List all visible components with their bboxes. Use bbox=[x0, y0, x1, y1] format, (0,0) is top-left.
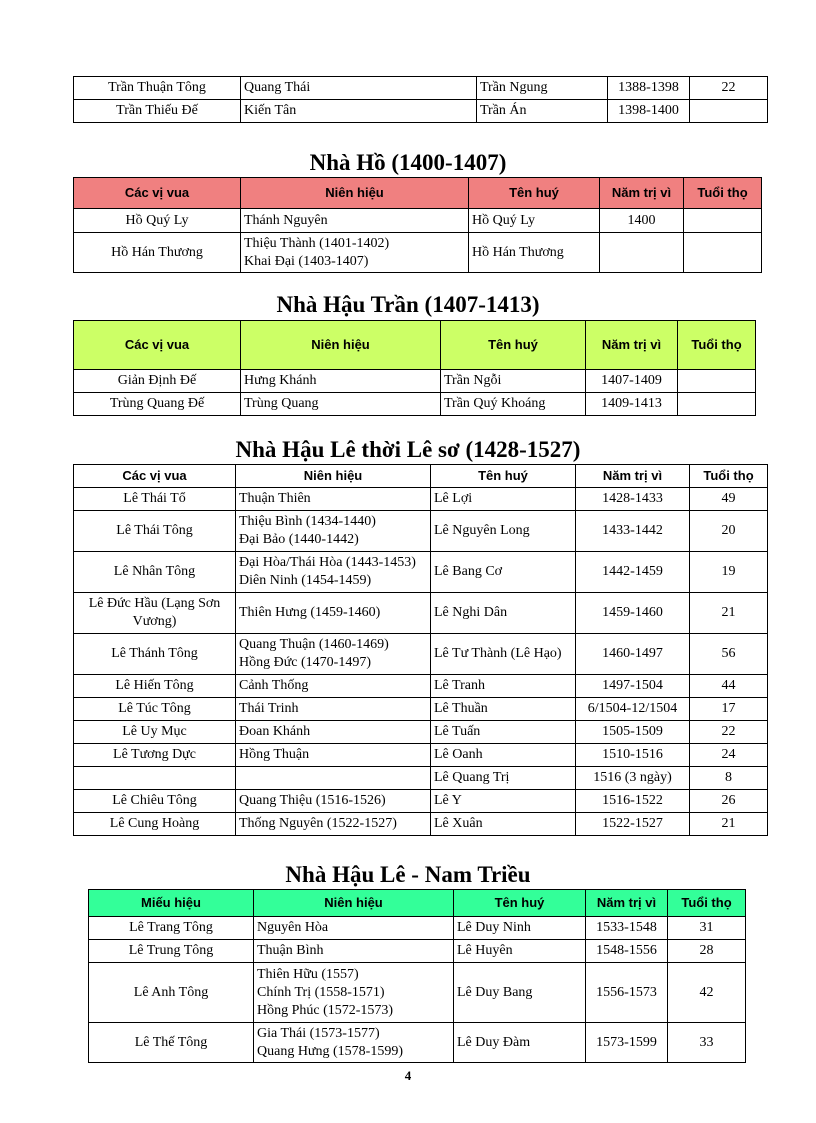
header-cell: Tên huý bbox=[454, 890, 586, 917]
era-cell: Thiệu Bình (1434-1440) Đại Bảo (1440-1442) bbox=[236, 511, 431, 552]
era-cell: Đại Hòa/Thái Hòa (1443-1453) Diên Ninh (1454-1459) bbox=[236, 552, 431, 593]
king-cell: Hồ Quý Ly bbox=[74, 209, 241, 233]
reign-cell bbox=[600, 233, 684, 273]
name-cell: Lê Nguyên Long bbox=[431, 511, 576, 552]
name-cell: Hồ Quý Ly bbox=[469, 209, 600, 233]
age-cell: 31 bbox=[668, 917, 746, 940]
era-cell: Kiến Tân bbox=[241, 100, 477, 123]
age-cell bbox=[690, 100, 768, 123]
era-cell: Quang Thiệu (1516-1526) bbox=[236, 790, 431, 813]
table-row bbox=[74, 552, 768, 593]
era-cell: Cảnh Thống bbox=[236, 675, 431, 698]
king-cell: Lê Anh Tông bbox=[89, 963, 254, 1023]
name-cell: Lê Tranh bbox=[431, 675, 576, 698]
header-cell: Tên huý bbox=[441, 321, 586, 370]
table-row bbox=[74, 233, 762, 273]
reign-cell: 1573-1599 bbox=[586, 1023, 668, 1063]
reign-cell: 1510-1516 bbox=[576, 744, 690, 767]
name-cell: Lê Y bbox=[431, 790, 576, 813]
age-cell: 44 bbox=[690, 675, 768, 698]
reign-cell: 1522-1527 bbox=[576, 813, 690, 836]
name-cell: Trần Quý Khoáng bbox=[441, 393, 586, 416]
reign-cell: 6/1504-12/1504 bbox=[576, 698, 690, 721]
reign-cell: 1556-1573 bbox=[586, 963, 668, 1023]
era-cell: Gia Thái (1573-1577) Quang Hưng (1578-1599) bbox=[254, 1023, 454, 1063]
name-cell: Lê Tuấn bbox=[431, 721, 576, 744]
table-row bbox=[74, 209, 762, 233]
section-title-nam-trieu: Nhà Hậu Lê - Nam Triều bbox=[285, 862, 531, 887]
king-cell: Lê Thế Tông bbox=[89, 1023, 254, 1063]
reign-cell: 1516 (3 ngày) bbox=[576, 767, 690, 790]
reign-cell: 1433-1442 bbox=[576, 511, 690, 552]
king-cell: Lê Tương Dực bbox=[74, 744, 236, 767]
section-title-le-so: Nhà Hậu Lê thời Lê sơ (1428-1527) bbox=[235, 437, 581, 462]
age-cell bbox=[678, 393, 756, 416]
name-cell: Trần Án bbox=[477, 100, 608, 123]
era-cell bbox=[236, 767, 431, 790]
reign-cell: 1533-1548 bbox=[586, 917, 668, 940]
header-cell: Tên huý bbox=[431, 465, 576, 488]
header-cell: Các vị vua bbox=[74, 321, 241, 370]
reign-cell: 1459-1460 bbox=[576, 593, 690, 634]
age-cell bbox=[684, 209, 762, 233]
king-cell: Lê Thái Tông bbox=[74, 511, 236, 552]
header-cell: Năm trị vì bbox=[586, 321, 678, 370]
name-cell: Lê Huyên bbox=[454, 940, 586, 963]
age-cell bbox=[684, 233, 762, 273]
table-row bbox=[74, 698, 768, 721]
header-cell: Miếu hiệu bbox=[89, 890, 254, 917]
header-cell: Năm trị vì bbox=[600, 178, 684, 209]
king-cell: Lê Đức Hầu (Lạng Sơn Vương) bbox=[74, 593, 236, 634]
era-cell: Thái Trinh bbox=[236, 698, 431, 721]
table-row bbox=[74, 721, 768, 744]
age-cell: 33 bbox=[668, 1023, 746, 1063]
age-cell: 26 bbox=[690, 790, 768, 813]
name-cell: Lê Oanh bbox=[431, 744, 576, 767]
section-title-ho: Nhà Hồ (1400-1407) bbox=[309, 150, 507, 175]
king-cell: Lê Trung Tông bbox=[89, 940, 254, 963]
header-row bbox=[74, 321, 756, 370]
age-cell: 21 bbox=[690, 813, 768, 836]
header-cell: Tuổi thọ bbox=[678, 321, 756, 370]
era-cell: Nguyên Hòa bbox=[254, 917, 454, 940]
table-row bbox=[74, 790, 768, 813]
name-cell: Lê Quang Trị bbox=[431, 767, 576, 790]
king-cell: Trần Thuận Tông bbox=[74, 77, 241, 100]
name-cell: Lê Duy Bang bbox=[454, 963, 586, 1023]
age-cell: 56 bbox=[690, 634, 768, 675]
reign-cell: 1407-1409 bbox=[586, 370, 678, 393]
age-cell: 17 bbox=[690, 698, 768, 721]
name-cell: Trần Ngỗi bbox=[441, 370, 586, 393]
age-cell: 42 bbox=[668, 963, 746, 1023]
reign-cell: 1428-1433 bbox=[576, 488, 690, 511]
king-cell: Lê Trang Tông bbox=[89, 917, 254, 940]
era-cell: Thiên Hữu (1557) Chính Trị (1558-1571) Hồng Phúc (1572-1573) bbox=[254, 963, 454, 1023]
header-row bbox=[89, 890, 746, 917]
header-row bbox=[74, 465, 768, 488]
king-cell: Lê Hiến Tông bbox=[74, 675, 236, 698]
king-cell: Trùng Quang Đế bbox=[74, 393, 241, 416]
age-cell: 24 bbox=[690, 744, 768, 767]
table-row bbox=[74, 744, 768, 767]
king-cell: Lê Nhân Tông bbox=[74, 552, 236, 593]
table-row bbox=[74, 488, 768, 511]
table-row bbox=[74, 77, 768, 100]
king-cell: Trần Thiếu Đế bbox=[74, 100, 241, 123]
age-cell: 19 bbox=[690, 552, 768, 593]
reign-cell: 1398-1400 bbox=[608, 100, 690, 123]
era-cell: Quang Thái bbox=[241, 77, 477, 100]
table-row bbox=[74, 370, 756, 393]
king-cell: Lê Túc Tông bbox=[74, 698, 236, 721]
era-cell: Thuận Bình bbox=[254, 940, 454, 963]
name-cell: Trần Ngung bbox=[477, 77, 608, 100]
age-cell: 28 bbox=[668, 940, 746, 963]
reign-cell: 1505-1509 bbox=[576, 721, 690, 744]
age-cell: 21 bbox=[690, 593, 768, 634]
table-row bbox=[89, 940, 746, 963]
table-row bbox=[74, 100, 768, 123]
era-cell: Trùng Quang bbox=[241, 393, 441, 416]
header-cell: Niên hiệu bbox=[241, 178, 469, 209]
king-cell: Hồ Hán Thương bbox=[74, 233, 241, 273]
era-cell: Thống Nguyên (1522-1527) bbox=[236, 813, 431, 836]
reign-cell: 1388-1398 bbox=[608, 77, 690, 100]
ho-table bbox=[73, 177, 762, 273]
age-cell: 22 bbox=[690, 77, 768, 100]
table-row bbox=[74, 767, 768, 790]
table-row bbox=[89, 1023, 746, 1063]
page-number: 4 bbox=[404, 1068, 412, 1083]
header-row bbox=[74, 178, 762, 209]
reign-cell: 1460-1497 bbox=[576, 634, 690, 675]
le-so-table bbox=[73, 464, 768, 836]
age-cell: 49 bbox=[690, 488, 768, 511]
table-row bbox=[89, 963, 746, 1023]
era-cell: Thuận Thiên bbox=[236, 488, 431, 511]
era-cell: Thánh Nguyên bbox=[241, 209, 469, 233]
era-cell: Thiệu Thành (1401-1402) Khai Đại (1403-1407) bbox=[241, 233, 469, 273]
era-cell: Hưng Khánh bbox=[241, 370, 441, 393]
king-cell: Lê Thái Tổ bbox=[74, 488, 236, 511]
king-cell bbox=[74, 767, 236, 790]
name-cell: Lê Xuân bbox=[431, 813, 576, 836]
age-cell bbox=[678, 370, 756, 393]
reign-cell: 1400 bbox=[600, 209, 684, 233]
table-row bbox=[74, 634, 768, 675]
section-title-hau-tran: Nhà Hậu Trần (1407-1413) bbox=[276, 292, 540, 317]
tran-continuation-table bbox=[73, 76, 768, 123]
era-cell: Đoan Khánh bbox=[236, 721, 431, 744]
table-row bbox=[74, 675, 768, 698]
table-row bbox=[74, 511, 768, 552]
header-cell: Niên hiệu bbox=[241, 321, 441, 370]
header-cell: Tuổi thọ bbox=[690, 465, 768, 488]
header-cell: Niên hiệu bbox=[254, 890, 454, 917]
nam-trieu-table bbox=[88, 889, 746, 1063]
header-cell: Tuổi thọ bbox=[684, 178, 762, 209]
header-cell: Năm trị vì bbox=[586, 890, 668, 917]
era-cell: Quang Thuận (1460-1469) Hồng Đức (1470-1497) bbox=[236, 634, 431, 675]
table-row bbox=[74, 593, 768, 634]
hau-tran-table bbox=[73, 320, 756, 416]
reign-cell: 1516-1522 bbox=[576, 790, 690, 813]
table-row bbox=[89, 917, 746, 940]
name-cell: Lê Nghi Dân bbox=[431, 593, 576, 634]
header-cell: Các vị vua bbox=[74, 178, 241, 209]
reign-cell: 1409-1413 bbox=[586, 393, 678, 416]
reign-cell: 1442-1459 bbox=[576, 552, 690, 593]
king-cell: Lê Chiêu Tông bbox=[74, 790, 236, 813]
age-cell: 8 bbox=[690, 767, 768, 790]
king-cell: Lê Uy Mục bbox=[74, 721, 236, 744]
name-cell: Lê Lợi bbox=[431, 488, 576, 511]
name-cell: Lê Tư Thành (Lê Hạo) bbox=[431, 634, 576, 675]
king-cell: Giản Định Đế bbox=[74, 370, 241, 393]
name-cell: Hồ Hán Thương bbox=[469, 233, 600, 273]
reign-cell: 1548-1556 bbox=[586, 940, 668, 963]
header-cell: Các vị vua bbox=[74, 465, 236, 488]
age-cell: 22 bbox=[690, 721, 768, 744]
table-row bbox=[74, 813, 768, 836]
era-cell: Hồng Thuận bbox=[236, 744, 431, 767]
king-cell: Lê Thánh Tông bbox=[74, 634, 236, 675]
name-cell: Lê Duy Đàm bbox=[454, 1023, 586, 1063]
name-cell: Lê Thuần bbox=[431, 698, 576, 721]
age-cell: 20 bbox=[690, 511, 768, 552]
era-cell: Thiên Hưng (1459-1460) bbox=[236, 593, 431, 634]
header-cell: Niên hiệu bbox=[236, 465, 431, 488]
header-cell: Năm trị vì bbox=[576, 465, 690, 488]
name-cell: Lê Bang Cơ bbox=[431, 552, 576, 593]
table-row bbox=[74, 393, 756, 416]
name-cell: Lê Duy Ninh bbox=[454, 917, 586, 940]
king-cell: Lê Cung Hoàng bbox=[74, 813, 236, 836]
reign-cell: 1497-1504 bbox=[576, 675, 690, 698]
header-cell: Tên huý bbox=[469, 178, 600, 209]
header-cell: Tuổi thọ bbox=[668, 890, 746, 917]
